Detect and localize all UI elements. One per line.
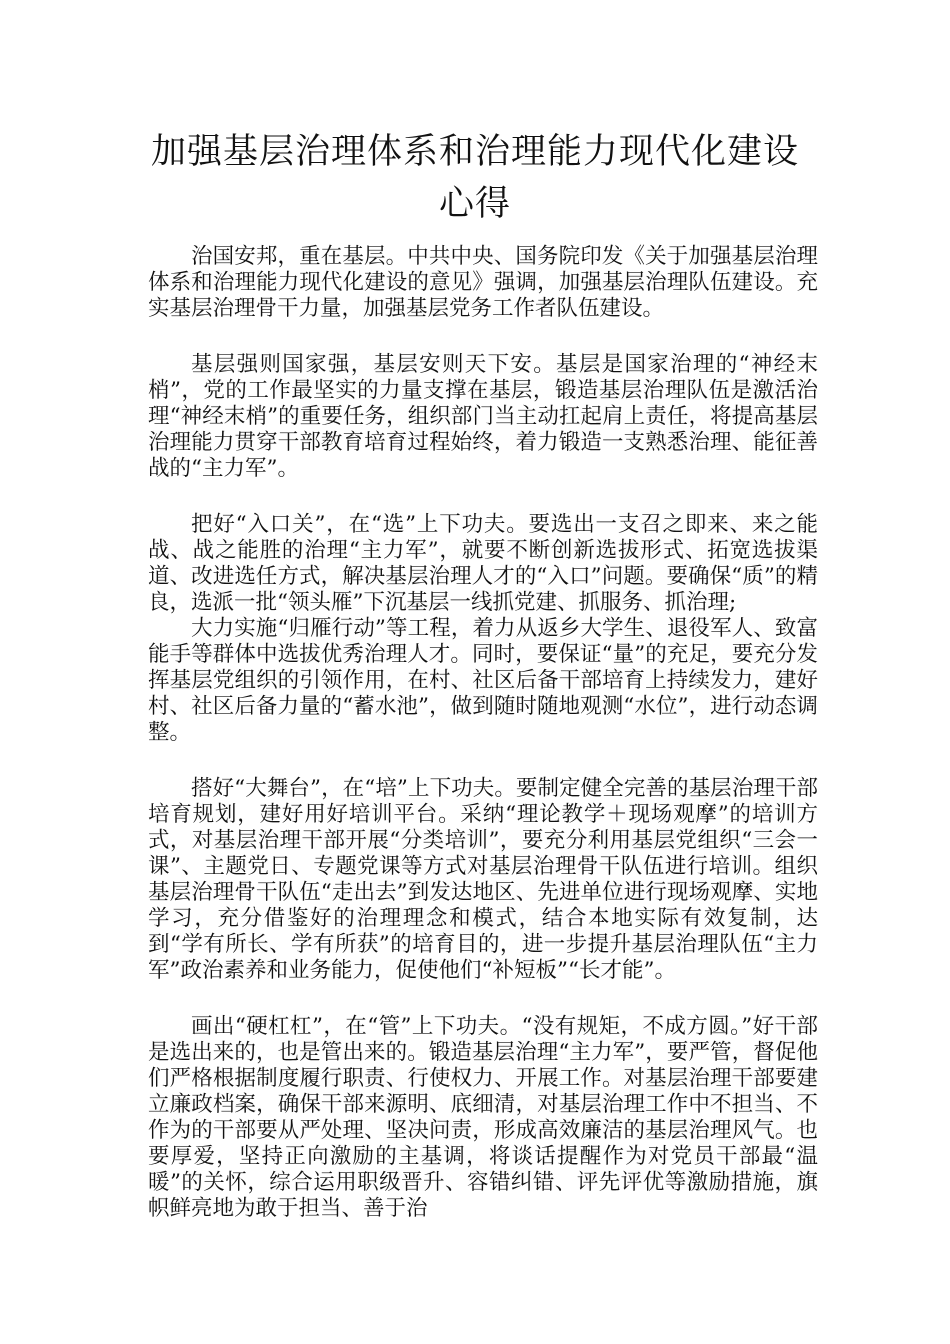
title-line-2: 心得 [438, 184, 511, 224]
paragraph-return-geese: 大力实施“归雁行动”等工程，着力从返乡大学生、退役军人、致富能手等群体中选拔优秀治理人才。同时，要保证“量”的充足，要充分发挥基层党组织的引领作用，在村、社区后备干部培育上持续发力，建好村、社区后备力量的“蓄水池”，做到随时随地观测“水位”，进行动态调整。 [148, 616, 818, 745]
paragraph-manage: 画出“硬杠杠”，在“管”上下功夫。“没有规矩，不成方圆。”好干部是选出来的，也是管出来的。锻造基层治理“主力军”，要严管，督促他们严格根据制度履行职责、行使权力、开展工作。对基层治理干部要建立廉政档案，确保干部来源明、底细清，对基层治理工作中不担当、不作为的干部要从严处理、坚决问责，形成高效廉洁的基层治理风气。也要厚爱，坚持正向激励的主基调，将谈话提醒作为对党员干部最“温暖”的关怀，综合运用职级晋升、容错纠错、评先评优等激励措施，旗帜鲜亮地为敢于担当、善于治 [148, 1014, 818, 1221]
paragraph-grassroots-strong: 基层强则国家强，基层安则天下安。基层是国家治理的“神经末梢”，党的工作最坚实的力量支撑在基层，锻造基层治理队伍是激活治理“神经末梢”的重要任务，组织部门当主动扛起肩上责任，将提高基层治理能力贯穿干部教育培育过程始终，着力锻造一支熟悉治理、能征善战的“主力军”。 [148, 352, 818, 481]
paragraph-select: 把好“入口关”，在“选”上下功夫。要选出一支召之即来、来之能战、战之能胜的治理“主力军”，就要不断创新选拔形式、拓宽选拔渠道、改进选任方式，解决基层治理人才的“入口”问题。要确保“质”的精良，选派一批“领头雁”下沉基层一线抓党建、抓服务、抓治理; [148, 512, 818, 615]
document-body [148, 244, 818, 1222]
paragraph-train: 搭好“大舞台”，在“培”上下功夫。要制定健全完善的基层治理干部培育规划，建好用好培训平台。采纳“理论教学＋现场观摩”的培训方式，对基层治理干部开展“分类培训”，要充分利用基层党组织“三会一课”、主题党日、专题党课等方式对基层治理骨干队伍进行培训。组织基层治理骨干队伍“走出去”到发达地区、先进单位进行现场观摩、实地学习，充分借鉴好的治理理念和模式，结合本地实际有效复制，达到“学有所长、学有所获”的培育目的，进一步提升基层治理队伍“主力军”政治素养和业务能力，促使他们“补短板”“长才能”。 [148, 776, 818, 983]
paragraph-intro: 治国安邦，重在基层。中共中央、国务院印发《关于加强基层治理体系和治理能力现代化建设的意见》强调，加强基层治理队伍建设。充实基层治理骨干力量，加强基层党务工作者队伍建设。 [148, 244, 818, 321]
document-title [120, 126, 830, 230]
title-line-1: 加强基层治理体系和治理能力现代化建设 [150, 132, 799, 172]
